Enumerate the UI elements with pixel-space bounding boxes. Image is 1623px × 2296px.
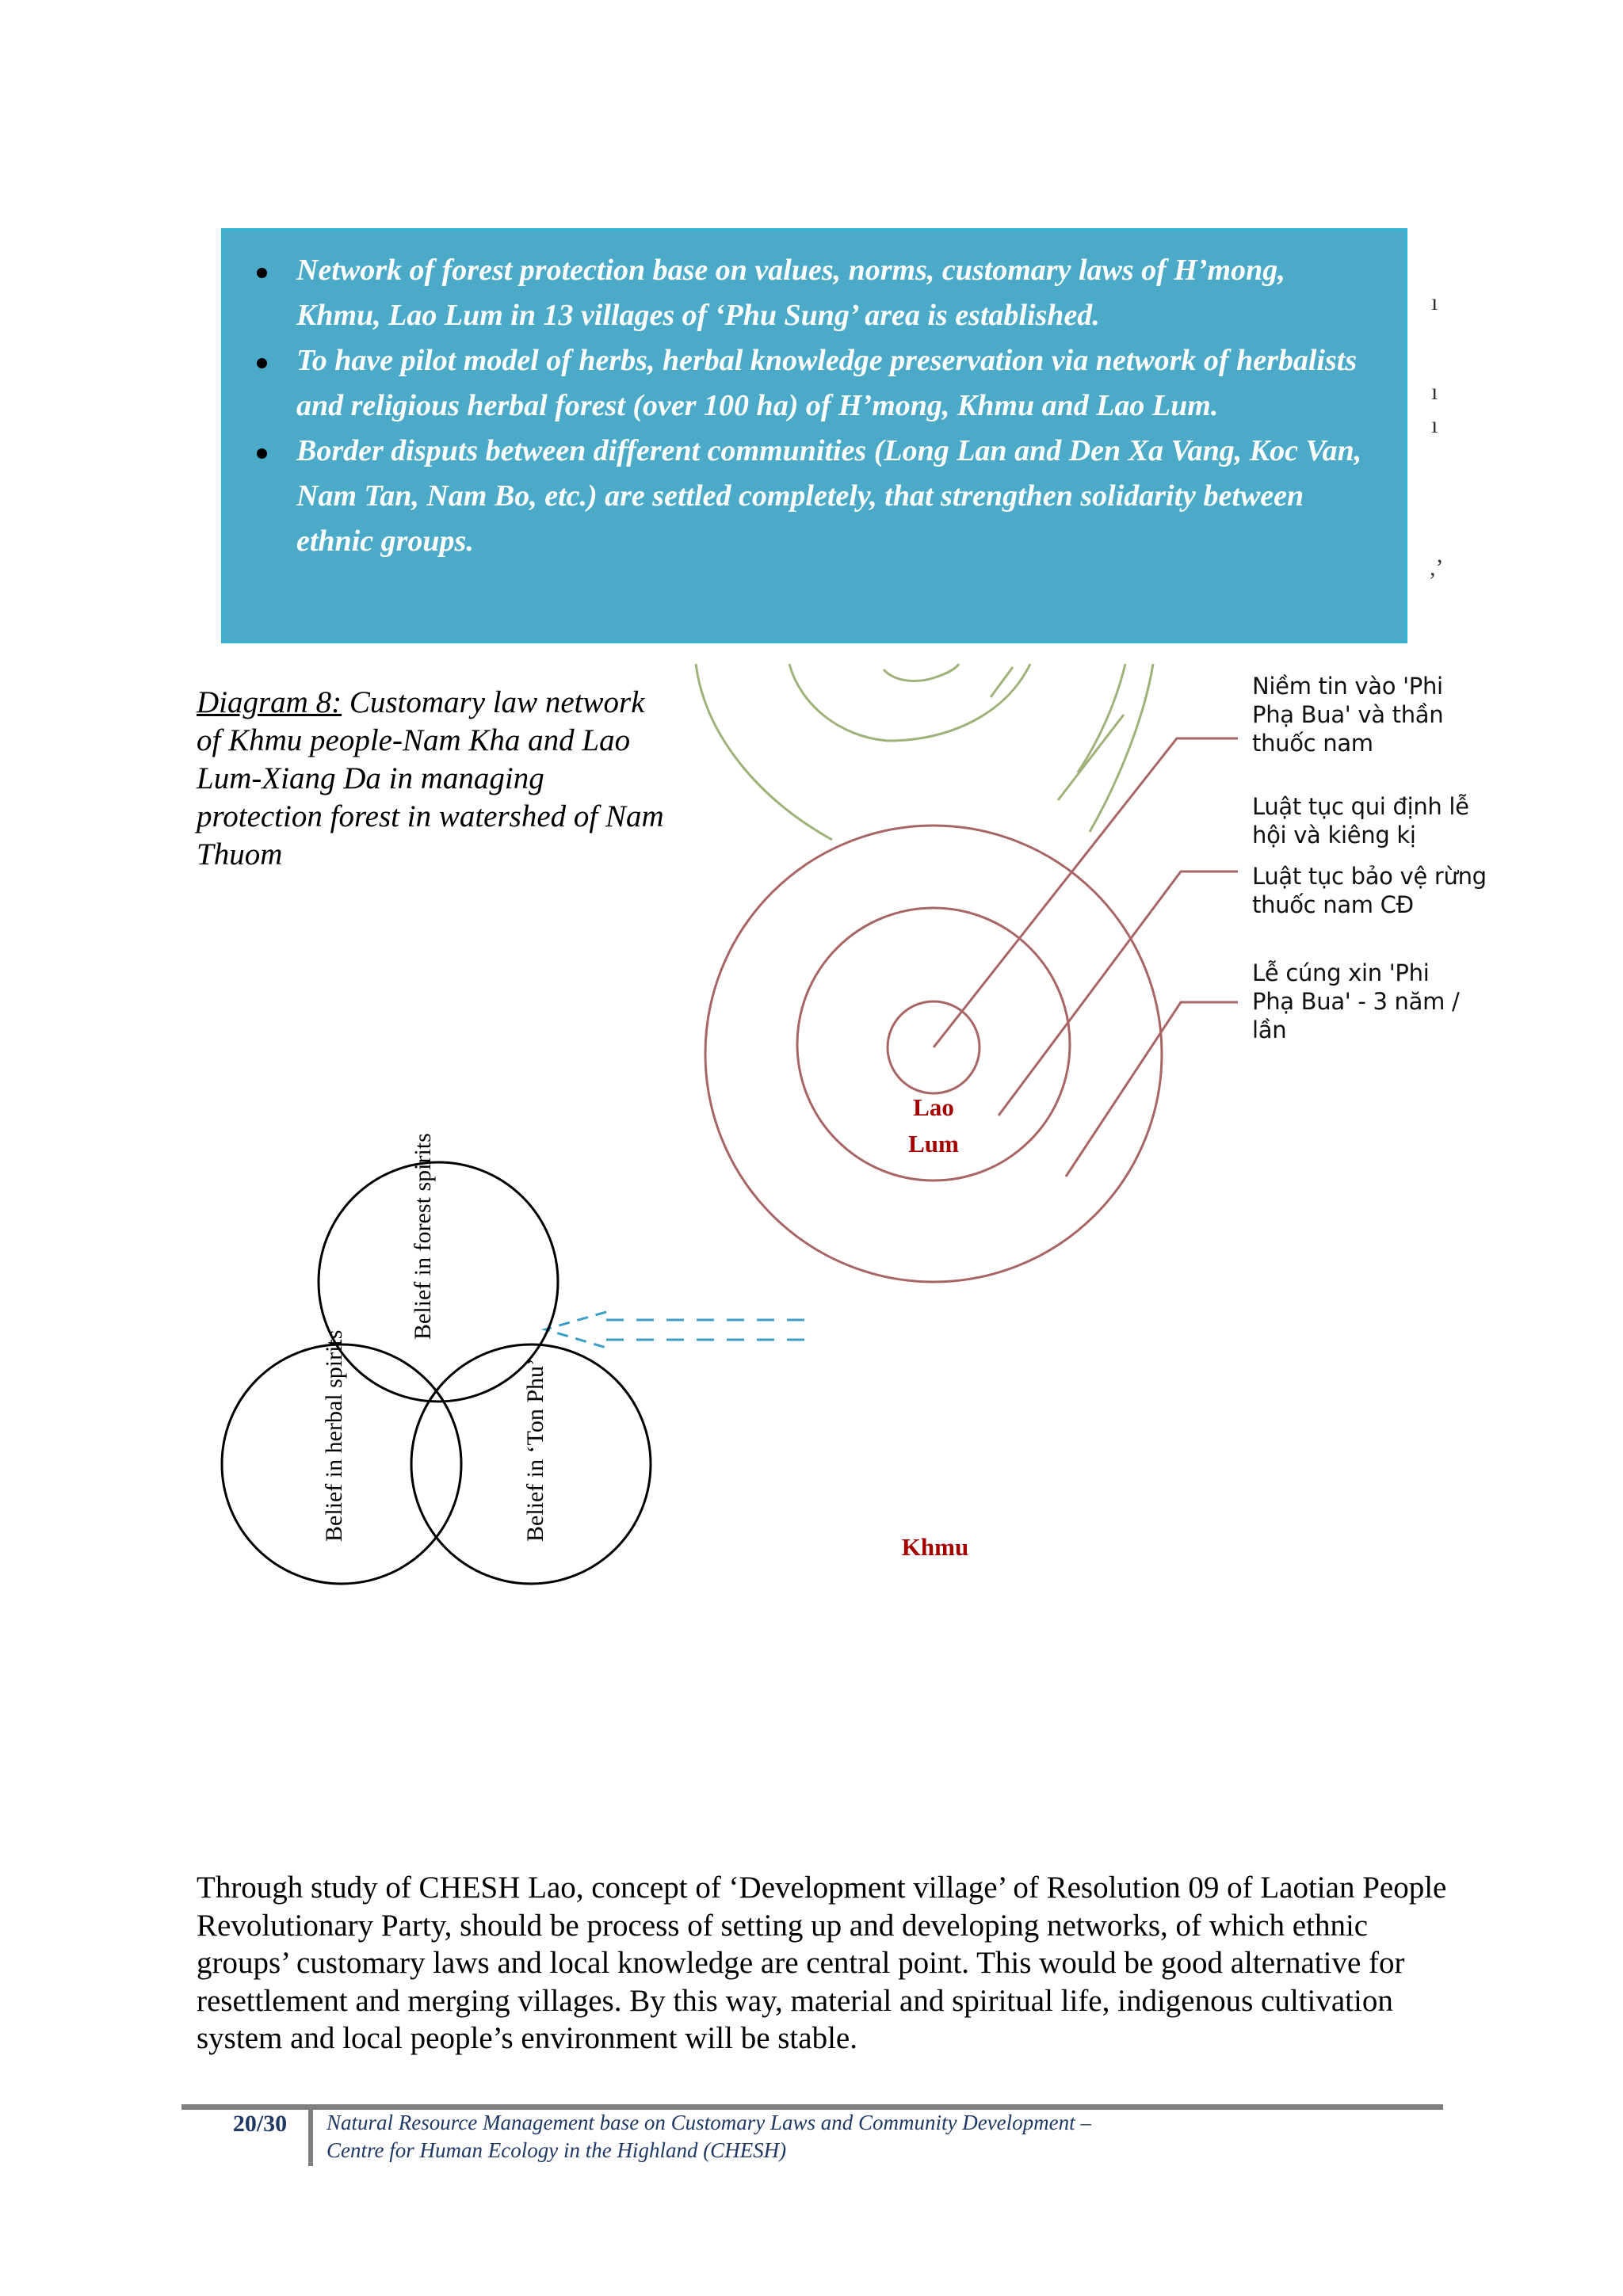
callout-box xyxy=(221,228,1407,643)
label-ritual-offering: Lễ cúng xin 'Phi Phạ Bua' - 3 năm / lần xyxy=(1252,959,1460,1043)
label-lao-lum: Lao Lum xyxy=(908,1093,959,1158)
leader-line-3 xyxy=(1066,1002,1238,1177)
edge-fragment: ı xyxy=(1431,379,1438,405)
bullet-dot xyxy=(257,268,267,278)
body-paragraph: Through study of CHESH Lao, concept of ‘Development village’ of Resolution 09 of Laotian People Revolutionary Party, should be process of setting up and developing networks, of which ethnic groups’ customary laws and local knowledge are central point. This would be good alternative for resettlement and merging villages. By this way, material and spiritual life, indigenous cultivation system and local people’s environment will be stable. xyxy=(197,1871,1447,2055)
dashed-arrow xyxy=(545,1312,804,1348)
callout-bullet xyxy=(246,429,1373,564)
green-ring-inner xyxy=(884,664,959,681)
edge-fragment: ı xyxy=(1431,412,1438,438)
caption-text: Customary law network of Khmu people-Nam Kha and Lao Lum-Xiang Da in managing protection forest in watershed of Nam Thuom xyxy=(197,685,664,871)
dashed-arrow-head xyxy=(545,1312,606,1348)
leader-line-2 xyxy=(999,871,1238,1116)
venn-label-herbal-spirits: Belief in herbal spirits xyxy=(321,1329,347,1542)
green-rings xyxy=(696,664,1153,840)
callout-bullet xyxy=(246,338,1373,429)
footer-text xyxy=(327,2109,1277,2164)
green-ring-outer xyxy=(696,664,832,840)
red-ring-outer xyxy=(705,826,1162,1282)
venn-label-forest-spirits: Belief in forest spirits xyxy=(410,1133,436,1340)
diagram-caption xyxy=(197,684,672,874)
callout-bullet xyxy=(246,248,1373,338)
leader-lines xyxy=(934,738,1238,1177)
label-customary-herbal-forest: Luật tục bảo vệ rừng thuốc nam CĐ xyxy=(1252,863,1487,918)
footer-line-1: Natural Resource Management base on Customary Laws and Community Development – xyxy=(327,2111,1091,2134)
callout-bullet-text: Border disputs between different communities (Long Lan and Den Xa Vang, Koc Van, Nam Tan, Nam Bo, etc.) are settled completely, that strengthen solidarity between ethnic groups. xyxy=(296,434,1362,558)
edge-fragment: ,’ xyxy=(1430,555,1444,581)
bullet-dot xyxy=(257,358,267,368)
red-rings xyxy=(705,826,1162,1282)
footer-divider xyxy=(308,2107,313,2166)
green-ring-right xyxy=(1078,664,1125,772)
footer-line-2: Centre for Human Ecology in the Highland (CHESH) xyxy=(327,2138,787,2162)
callout-bullet-text: Network of forest protection base on values, norms, customary laws of H’mong, Khmu, Lao Lum in 13 villages of ‘Phu Sung’ area is established. xyxy=(296,254,1285,332)
caption-lead: Diagram 8: xyxy=(197,685,342,719)
green-ring-mid xyxy=(789,664,1030,741)
venn-label-ton-phu: Belief in ‘Ton Phu’ xyxy=(522,1357,548,1542)
bullet-dot xyxy=(257,448,267,459)
callout-bullet-text: To have pilot model of herbs, herbal knowledge preservation via network of herbalists and religious herbal forest (over 100 ha) of H’mong, Khmu and Lao Lum. xyxy=(296,344,1358,422)
label-customary-festival: Luật tục qui định lễ hội và kiêng kị xyxy=(1252,793,1469,849)
edge-fragment: ı xyxy=(1431,289,1438,315)
callout-bullet-list xyxy=(246,248,1373,564)
page-number: 20/30 xyxy=(232,2111,288,2137)
label-khmu: Khmu xyxy=(901,1533,969,1561)
label-belief-phi-pha-bua: Niềm tin vào 'Phi Phạ Bua' và thần thuốc nam xyxy=(1252,673,1444,757)
